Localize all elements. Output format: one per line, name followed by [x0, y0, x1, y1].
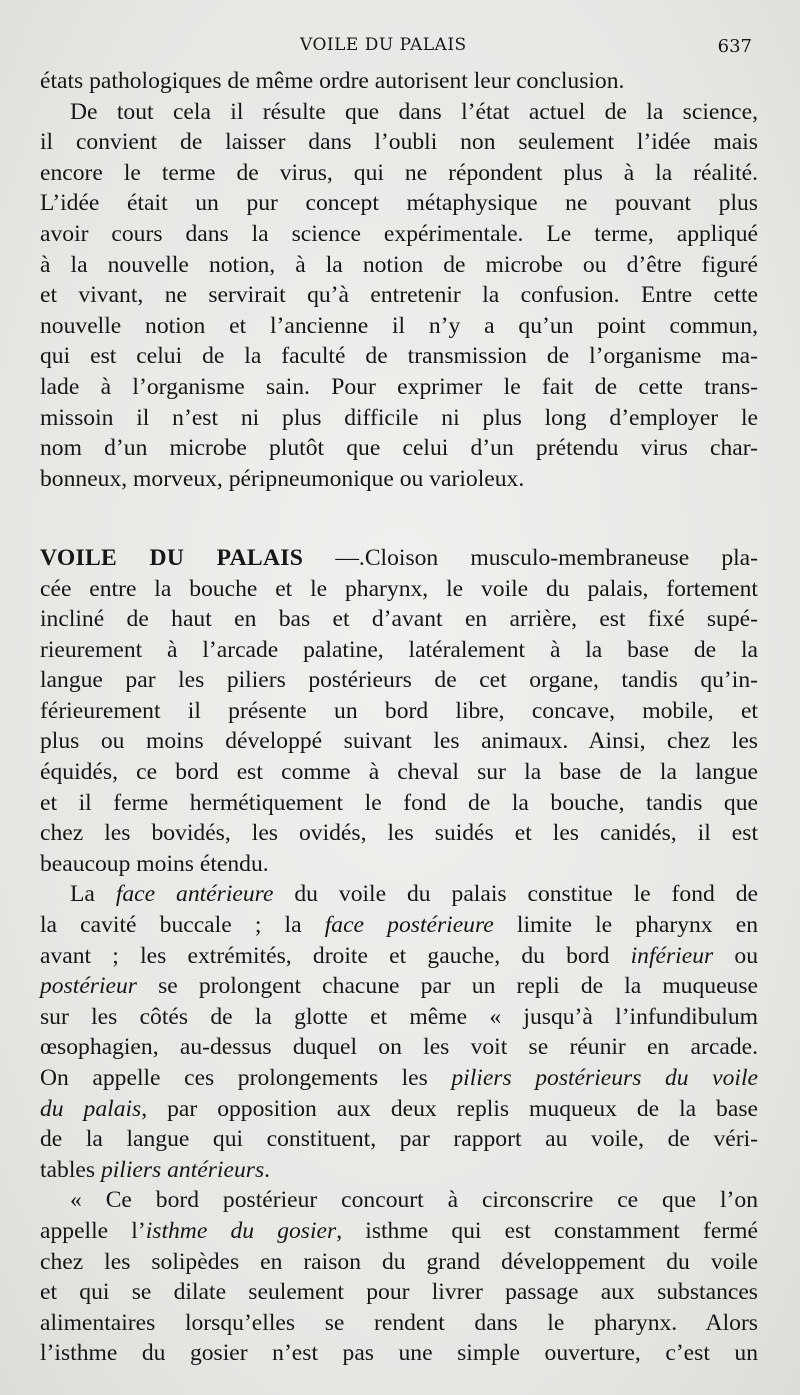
text-line: et il ferme hermétiquement le fond de la bouche, tandis que [40, 789, 758, 816]
text-line: chez les solipèdes en raison du grand développement du voile [40, 1248, 758, 1275]
text-line: chez les bovidés, les ovidés, les suidés et les canidés, il est [40, 820, 758, 847]
text-line: de la langue qui constituent, par rapport au voile, de véri- [40, 1126, 758, 1153]
italic-term: isthme du gosier [145, 1217, 337, 1244]
body-text [40, 66, 758, 1369]
text-line: à la nouvelle notion, à la notion de microbe ou d’être figuré [40, 251, 758, 278]
text-line: langue par les piliers postérieurs de cet organe, tandis qu’in- [40, 667, 758, 694]
paragraph-faces [40, 879, 758, 1185]
page-number: 637 [717, 36, 752, 57]
text-line: avoir cours dans la science expérimentale. Le terme, appliqué [40, 220, 758, 247]
text-line: états pathologiques de même ordre autorisent leur conclusion. [40, 68, 625, 94]
text-fragment: avant ; les extrémités, droite et gauche, du bord [40, 942, 631, 969]
heading-dash: —. [303, 544, 365, 571]
text-line: beaucoup moins étendu. [40, 850, 269, 877]
text-line [40, 879, 758, 910]
text-line: alimentaires lorsqu’elles se rendent dans le pharynx. Alors [40, 1309, 758, 1336]
italic-term: postérieur [40, 973, 137, 1000]
text-fragment: appelle l’ [40, 1217, 146, 1244]
text-line: l’isthme du gosier n’est pas une simple ouverture, c’est un [40, 1340, 758, 1367]
text-line [40, 910, 758, 941]
paragraph-isthme [40, 1185, 758, 1369]
text-line [40, 1063, 758, 1094]
italic-term: piliers antérieurs [100, 1156, 265, 1183]
text-fragment: se prolongent chacune par un repli de la muqueuse [137, 973, 758, 1000]
section-spacer [40, 494, 758, 525]
text-line: œsophagien, au-dessus duquel on les voit se réunir en arcade. [40, 1034, 758, 1061]
text-fragment: . [264, 1156, 271, 1183]
paragraph-virus [40, 97, 758, 495]
running-head: VOILE DU PALAIS [300, 35, 467, 55]
text-line: nouvelle notion et l’ancienne il n’y a qu’un point commun, [40, 312, 758, 339]
text-line: équidés, ce bord est comme à cheval sur la base de la langue [40, 759, 758, 786]
text-line: qui est celui de la faculté de transmission de l’organisme ma- [40, 343, 758, 370]
text-fragment: On appelle ces prolongements les [40, 1065, 452, 1091]
text-line [40, 971, 758, 1002]
section-first-line [40, 543, 758, 574]
text-line: De tout cela il résulte que dans l’état actuel de la science, [70, 98, 758, 125]
text-line [40, 1216, 758, 1247]
text-line: cée entre la bouche et le pharynx, le voile du palais, fortement [40, 575, 758, 602]
section-voile-du-palais [40, 543, 758, 880]
text-fragment: la cavité buccale ; la [40, 912, 325, 939]
italic-term: du palais [40, 1095, 142, 1122]
text-line: rieurement à l’arcade palatine, latéralement à la base de la [40, 636, 758, 663]
text-fragment: , par opposition aux deux replis muqueux de la base [141, 1095, 758, 1122]
text-line: et vivant, ne servirait qu’à entretenir la confusion. Entre cette [40, 282, 758, 309]
page-header [0, 30, 800, 60]
italic-term: piliers postérieurs du voile [451, 1065, 758, 1091]
text-line: incliné de haut en bas et d’avant en arrière, est fixé supé- [40, 606, 758, 633]
text-line: plus ou moins développé suivant les animaux. Ainsi, chez les [40, 728, 758, 755]
text-line: L’idée était un pur concept métaphysique ne pouvant plus [40, 190, 758, 217]
text-line: férieurement il présente un bord libre, concave, mobile, et [40, 697, 758, 724]
text-fragment: La [70, 881, 116, 908]
text-fragment: ou [713, 942, 758, 969]
text-fragment: tables [40, 1156, 101, 1183]
text-line: nom d’un microbe plutôt que celui d’un prétendu virus char- [40, 435, 758, 462]
text-line: encore le terme de virus, qui ne répondent plus à la réalité. [40, 159, 758, 186]
italic-term: face antérieure [115, 881, 274, 908]
text-line [40, 1155, 758, 1186]
paragraph-continuation [40, 66, 758, 97]
italic-term: face postérieure [324, 912, 494, 939]
text-fragment: limite le pharynx en [493, 912, 758, 939]
text-fragment: , isthme qui est constamment fermé [336, 1217, 758, 1244]
text-line: missoin il n’est ni plus difficile ni plus long d’employer le [40, 404, 758, 431]
section-heading: VOILE DU PALAIS [40, 544, 304, 571]
text-line: « Ce bord postérieur concourt à circonscrire ce que l’on [70, 1187, 758, 1214]
text-line: lade à l’organisme sain. Pour exprimer le fait de cette trans- [40, 373, 758, 400]
text-line [40, 941, 758, 972]
italic-term: inférieur [630, 942, 714, 969]
text-line [40, 1094, 758, 1125]
text-line: sur les côtés de la glotte et même « jusqu’à l’infundibulum [40, 1003, 758, 1030]
text-line: et qui se dilate seulement pour livrer passage aux substances [40, 1279, 758, 1306]
text-line: bonneux, morveux, péripneumonique ou varioleux. [40, 465, 525, 492]
text-line: il convient de laisser dans l’oubli non seulement l’idée mais [40, 129, 758, 156]
text-fragment: du voile du palais constitue le fond de [273, 881, 758, 908]
text-fragment: Cloison musculo-membraneuse pla- [364, 544, 758, 571]
section-spacer [40, 525, 758, 543]
